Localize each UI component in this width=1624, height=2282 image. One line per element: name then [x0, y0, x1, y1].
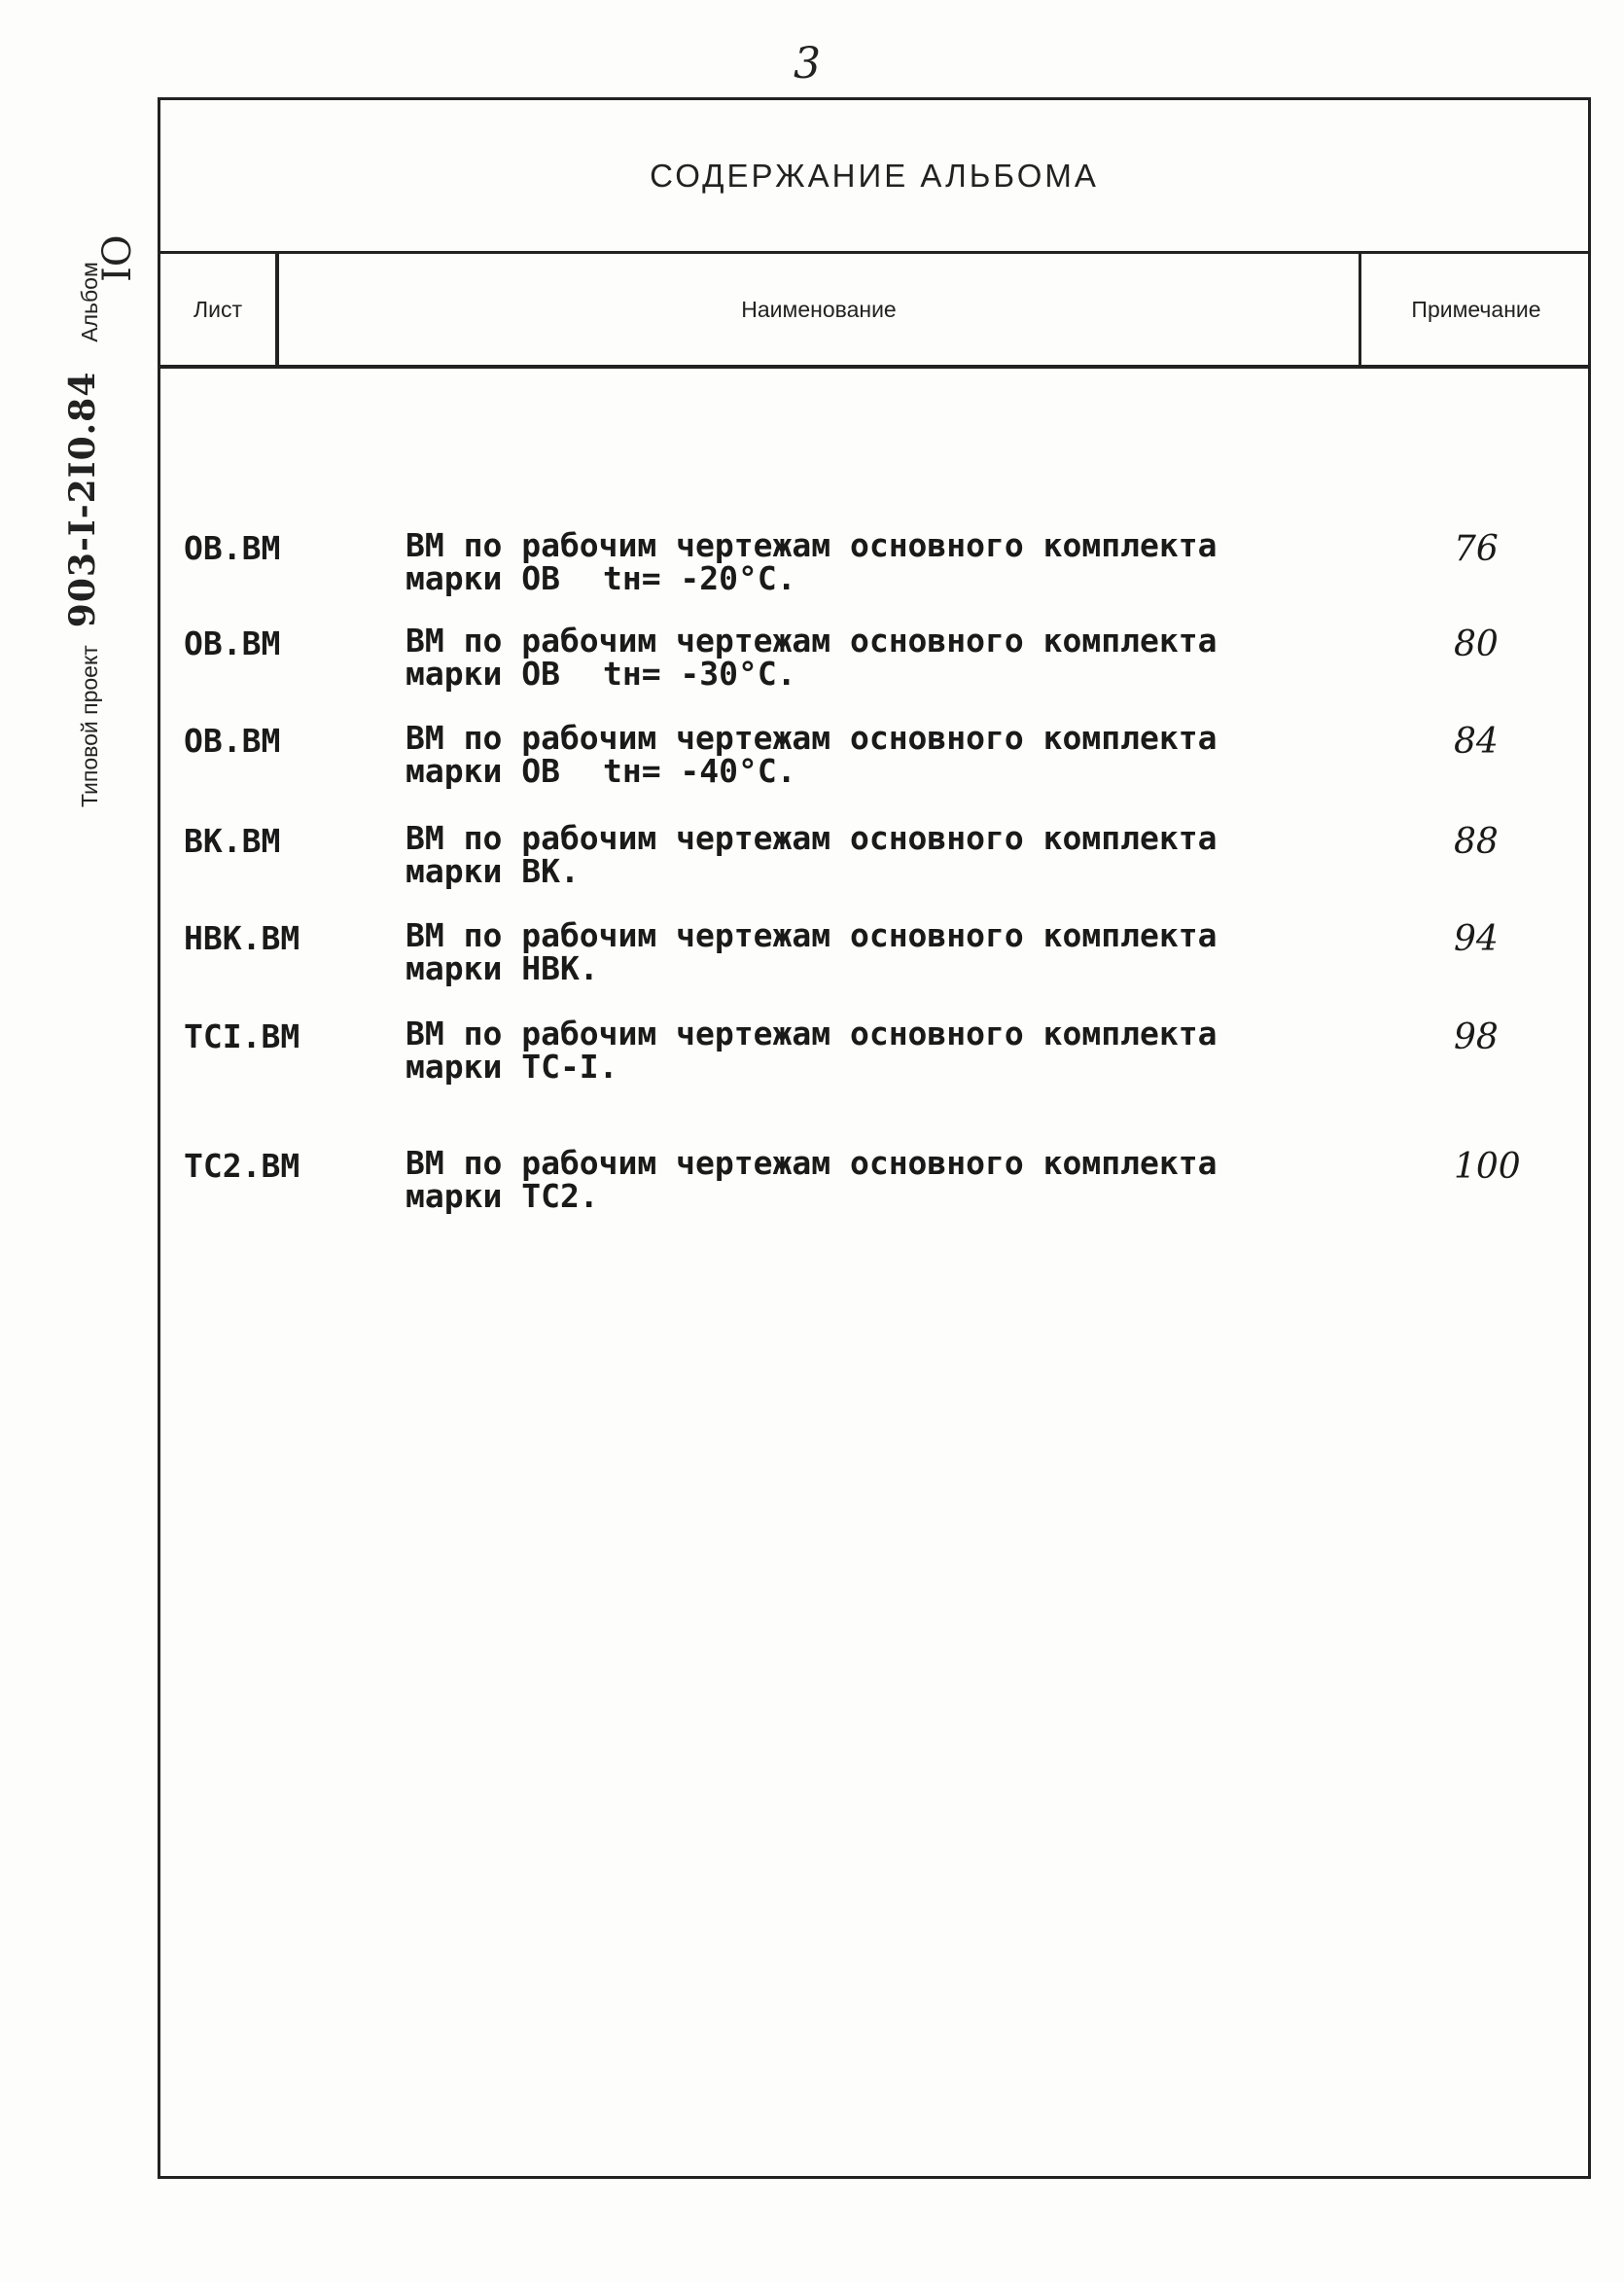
page-reference: 98 [1454, 1017, 1499, 1057]
project-code: 903-I-2I0.84 [62, 371, 103, 628]
project-label: Типовой проект [77, 645, 102, 807]
column-header-name: Наименование [279, 254, 1361, 365]
album-label: Альбом [77, 262, 102, 342]
table-row [160, 916, 1588, 1007]
sheet-code: НВК.ВМ [184, 919, 300, 957]
page-reference: 84 [1454, 722, 1499, 762]
row-description [406, 526, 1218, 597]
row-description [406, 916, 1218, 987]
description-line2: марки ОВ [406, 655, 560, 693]
description-line1: ВМ по рабочим чертежам основного комплекта [406, 1144, 1218, 1182]
page-reference: 94 [1454, 919, 1499, 959]
page-reference: 100 [1454, 1147, 1521, 1187]
description-line2: марки ОВ [406, 559, 560, 597]
sheet-code: ОВ.ВМ [184, 722, 281, 760]
sheet-code: ТС2.ВМ [184, 1147, 300, 1185]
sheet-code: ОВ.ВМ [184, 624, 281, 662]
description-line1: ВМ по рабочим чертежам основного комплекта [406, 526, 1218, 564]
table-header [160, 254, 1588, 369]
sheet-code: ТСI.ВМ [184, 1017, 300, 1055]
sheet-code: ОВ.ВМ [184, 529, 281, 567]
temperature-value: tн= -30°С. [602, 655, 796, 693]
page-reference: 76 [1454, 529, 1499, 569]
column-header-note: Примечание [1411, 296, 1541, 322]
temperature-value: tн= -20°С. [602, 559, 796, 597]
album-number: IO [95, 234, 140, 282]
page-reference: 80 [1454, 624, 1499, 664]
description-line1: ВМ по рабочим чертежам основного комплекта [406, 819, 1218, 857]
table-row [160, 526, 1588, 617]
description-line2: марки НВК. [406, 949, 599, 987]
page-number: 3 [794, 39, 821, 89]
table-row [160, 1017, 1588, 1105]
table-row [160, 624, 1588, 712]
temperature-value: tн= -40°С. [602, 752, 796, 790]
description-line2: марки ОВ [406, 752, 560, 790]
row-description [406, 1017, 1217, 1084]
page-title: СОДЕРЖАНИЕ АЛЬБОМА [160, 100, 1588, 254]
description-line1: ВМ по рабочим чертежам основного комплекта [406, 916, 1218, 954]
table-row [160, 819, 1588, 909]
description-line1: ВМ по рабочим чертежам основного комплекта [406, 719, 1218, 757]
table-row [160, 719, 1588, 809]
description-line1: ВМ по рабочим чертежам основного комплекта [406, 622, 1218, 660]
document-frame [158, 97, 1591, 2179]
column-header-sheet: Лист [160, 254, 279, 365]
description-line2: марки ТС2. [406, 1177, 599, 1215]
page-reference: 88 [1454, 822, 1499, 862]
table-row [160, 1144, 1588, 1234]
row-description [406, 1144, 1218, 1215]
sheet-code: ВК.ВМ [184, 822, 281, 860]
description-line2: марки ВК. [406, 852, 580, 890]
side-stamp [49, 107, 156, 807]
row-description [406, 719, 1218, 790]
description-line2: марки ТС-I. [406, 1048, 618, 1086]
row-description [406, 624, 1217, 691]
description-line1: ВМ по рабочим чертежам основного комплекта [406, 1015, 1218, 1052]
row-description [406, 819, 1218, 890]
